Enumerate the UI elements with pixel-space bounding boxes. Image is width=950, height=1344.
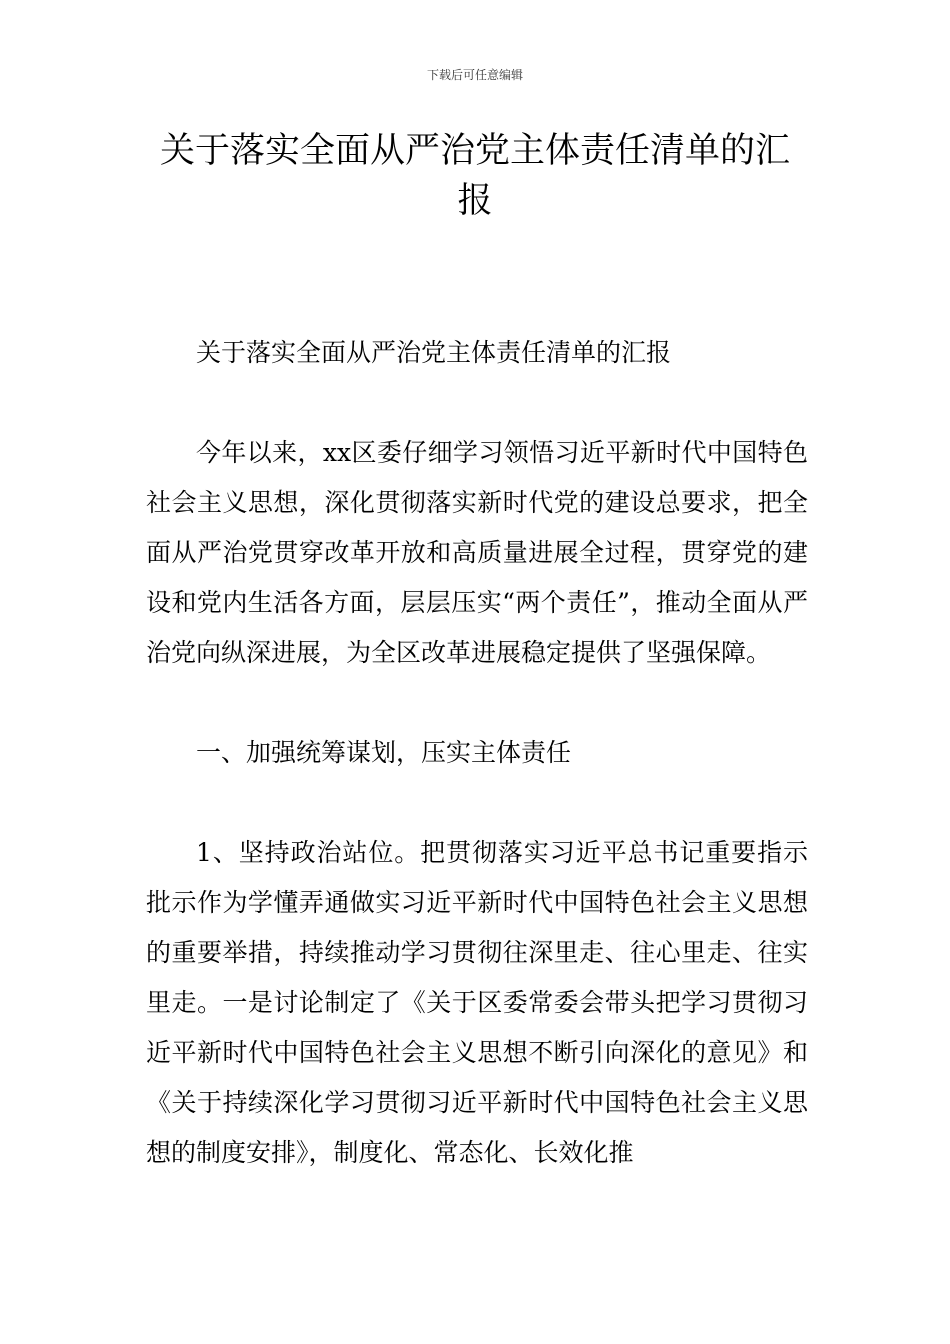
- header-note: 下载后可任意编辑: [426, 68, 523, 82]
- body-paragraph: 1、坚持政治站位。把贯彻落实习近平总书记重要指示批示作为学懂弄通做实习近平新时代中国特色社会主义思想的重要举措，持续推动学习贯彻往深里走、往心里走、往实里走。一是讨论制定了《关于区委常委会带头把学习贯彻习近平新时代中国特色社会主义思想不断引向深化的意见》和《关于持续深化学习贯彻习近平新时代中国特色社会主义思想的制度安排》，制度化、常态化、长效化推: [146, 838, 808, 1167]
- section-heading: 一、加强统筹谋划，压实主体责任: [196, 738, 572, 767]
- document-body: [146, 328, 808, 1178]
- subtitle-paragraph: 关于落实全面从严治党主体责任清单的汇报: [196, 338, 672, 367]
- document-title: 关于落实全面从严治党主体责任清单的汇报: [159, 131, 790, 221]
- intro-paragraph: 今年以来，xx区委仔细学习领悟习近平新时代中国特色社会主义思想，深化贯彻落实新时代党的建设总要求，把全面从严治党贯穿改革开放和高质量进展全过程，贯穿党的建设和党内生活各方面，层层压实“两个责任”，推动全面从严治党向纵深进展，为全区改革进展稳定提供了坚强保障。: [146, 438, 808, 667]
